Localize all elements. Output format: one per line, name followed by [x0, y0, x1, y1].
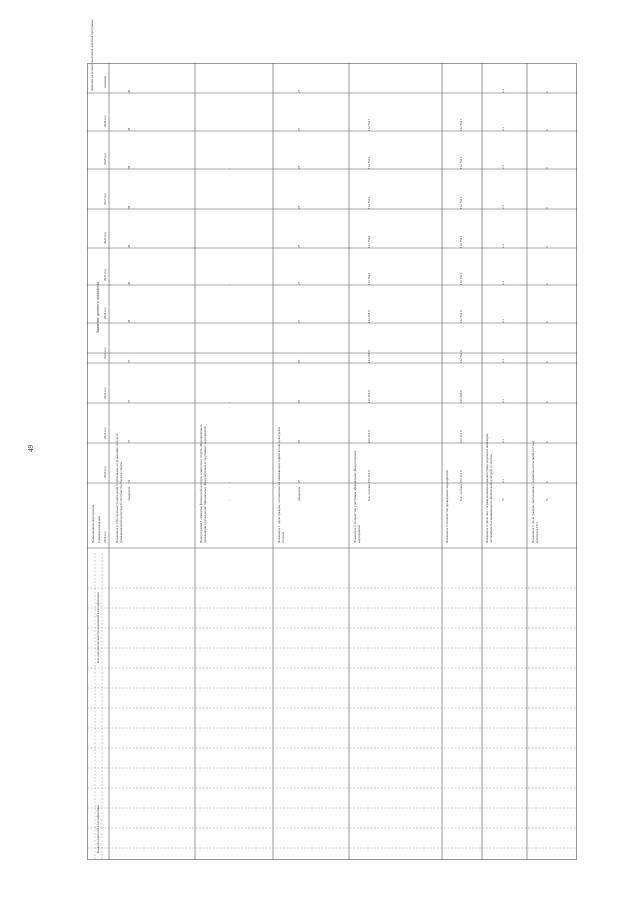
header-year-2025: 2025 год	[103, 269, 107, 281]
row-6-v6: 2,1	[501, 244, 505, 248]
header-year-2022: 2022 год	[103, 387, 107, 399]
header-year-2023: 2023 год	[103, 347, 107, 359]
row-5-v4: 112 752 0	[459, 310, 463, 323]
row-4-v7: 112 752 1	[367, 196, 371, 209]
header-name: Наименование мероприятия	[91, 504, 95, 543]
row-7-v4: 3	[545, 321, 549, 323]
row-3-v0: 25	[297, 479, 301, 483]
row-4-unit: тыс. человек	[367, 483, 371, 501]
row-3-v6: 27	[297, 244, 301, 248]
row-7-v2: 3	[545, 401, 549, 403]
row-3-unit: процентов	[297, 486, 301, 501]
row-6-v2: 2,1	[501, 399, 505, 403]
row-4-v1: 106 351 0	[367, 430, 371, 443]
row-3-v5: 27	[297, 281, 301, 285]
header-year-2028: 2028 год	[103, 153, 107, 165]
page-number: 49	[27, 445, 35, 452]
row-5-v5: 112 752 1	[459, 272, 463, 285]
row-5-v6: 112 752 1	[459, 235, 463, 248]
header-unit: Единица измерения	[97, 516, 101, 543]
row-2-v0: -	[227, 481, 231, 483]
row-6-v1: 2,1	[501, 439, 505, 443]
group-target-values: Значение целевого показателя	[95, 281, 100, 333]
row-1-unit: процентов	[127, 486, 131, 501]
row-3-v4: 27	[297, 319, 301, 323]
row-6-v8: 2,1	[501, 165, 505, 169]
header-year-2029: 2029 год	[103, 115, 107, 127]
row-4-v2: 125 496 0	[367, 390, 371, 403]
row-7-v3: 3	[545, 361, 549, 363]
row-6-v7: 2,1	[501, 205, 505, 209]
row-3-v1: 26	[297, 439, 301, 443]
row-4-v4: 144 598 0	[367, 310, 371, 323]
row-6-unit: %	[501, 498, 505, 501]
row-1-v6: 38	[127, 244, 131, 248]
row-1-v1: 37	[127, 439, 131, 443]
row-7-v6: 3	[545, 246, 549, 248]
row-3-v8: 27	[297, 165, 301, 169]
row-6-v3: 2,1	[501, 359, 505, 363]
row-2-unit: -	[227, 499, 231, 501]
group-program-code: Коды бюджетной классификации	[96, 804, 100, 853]
row-2-v8: -	[227, 167, 231, 169]
row-5-v7: 112 752 1	[459, 196, 463, 209]
row-3-name: Показатель 1. Доля граждан, систематически занимающихся физической культурой и спортом	[277, 426, 285, 543]
row-1-v10: 38	[127, 89, 131, 93]
group-analytic-code: Код аналитической программной классификации	[96, 591, 100, 663]
row-5-name: Показатель 3. Количество проведенных мероприятий	[445, 470, 449, 543]
row-4-name: Показатель 2. Количество участников официальных физкультурных мероприятий	[353, 450, 361, 543]
header-year-2027: 2027 год	[103, 193, 107, 205]
row-7-v1: 3	[545, 441, 549, 443]
row-6-name: Показатель 4. Доля лиц с ограниченными возможностями здоровья и инвалидов, систематически занимающихся физической культурой и спортом	[485, 433, 493, 543]
rotated-table	[87, 19, 577, 860]
row-6-v10: 2,1	[501, 89, 505, 93]
row-7-v5: 3	[545, 283, 549, 285]
header-year-2021: 2021 год	[103, 427, 107, 439]
header-year-2020: 2020 год	[103, 466, 107, 478]
row-5-v9: 112 752 1	[459, 118, 463, 131]
row-6-v0: 2,1	[501, 479, 505, 483]
row-3-v3: 26	[297, 359, 301, 363]
row-3-v9: 27	[297, 127, 301, 131]
row-3-v2: 26	[297, 399, 301, 403]
row-2-v2: -	[227, 401, 231, 403]
row-1-v4: 38	[127, 319, 131, 323]
header-base-year: 2019 год	[103, 531, 107, 543]
row-5-v3: 112 752 0	[459, 350, 463, 363]
group-end-value: Значение на момент окончания действия программы	[90, 19, 94, 91]
row-7-v10: 3	[545, 91, 549, 93]
row-7-name: Показатель 5. Доля граждан, выполнивших нормативы испытаний (тестов) комплекса ГТО	[531, 441, 539, 543]
row-6-v9: 2,1	[501, 127, 505, 131]
row-5-v0: 106 351 0	[459, 470, 463, 483]
header-year-2024: 2024 год	[103, 307, 107, 319]
row-4-v9: 112 752 1	[367, 118, 371, 131]
row-3-v7: 27	[297, 205, 301, 209]
row-4-v6: 112 752 1	[367, 235, 371, 248]
row-5-v8: 112 752 1	[459, 156, 463, 169]
row-1-name: Показатель 2. Обеспеченность населения спортивными сооружениями исходя из единовременной пропускной способности объектов спорта	[115, 433, 123, 543]
row-7-unit: %	[545, 498, 549, 501]
row-1-v2: 37	[127, 399, 131, 403]
row-1-v7: 38	[127, 205, 131, 209]
row-7-v7: 3	[545, 207, 549, 209]
row-4-v3: 144 598 0	[367, 350, 371, 363]
row-2-v5: -	[227, 283, 231, 285]
row-6-v5: 2,1	[501, 281, 505, 285]
row-4-v5: 112 752 1	[367, 272, 371, 285]
row-1-v0: 37	[127, 479, 131, 483]
table-grid	[87, 63, 577, 860]
header-indicator: значение	[103, 75, 107, 88]
row-5-unit: тыс. человек	[459, 483, 463, 501]
row-3-v10: 27	[297, 89, 301, 93]
row-2-name: Подпрограмма 1 «Развитие физической культуры и массового спорта» Мероприятия по организации и проведению официальных физкультурных и спортивных мероприятий	[199, 424, 207, 543]
row-7-v9: 3	[545, 129, 549, 131]
row-5-v2: 125 496 0	[459, 390, 463, 403]
row-1-v9: 38	[127, 127, 131, 131]
row-4-v0: 106 351 0	[367, 470, 371, 483]
row-6-v4: 2,1	[501, 319, 505, 323]
row-4-v8: 112 752 1	[367, 156, 371, 169]
header-year-2026: 2026 год	[103, 232, 107, 244]
row-1-v3: 37	[127, 359, 131, 363]
row-7-v0: 3	[545, 481, 549, 483]
row-5-v1: 106 351 0	[459, 430, 463, 443]
row-1-v5: 38	[127, 281, 131, 285]
row-7-v8: 3	[545, 167, 549, 169]
row-1-v8: 38	[127, 165, 131, 169]
